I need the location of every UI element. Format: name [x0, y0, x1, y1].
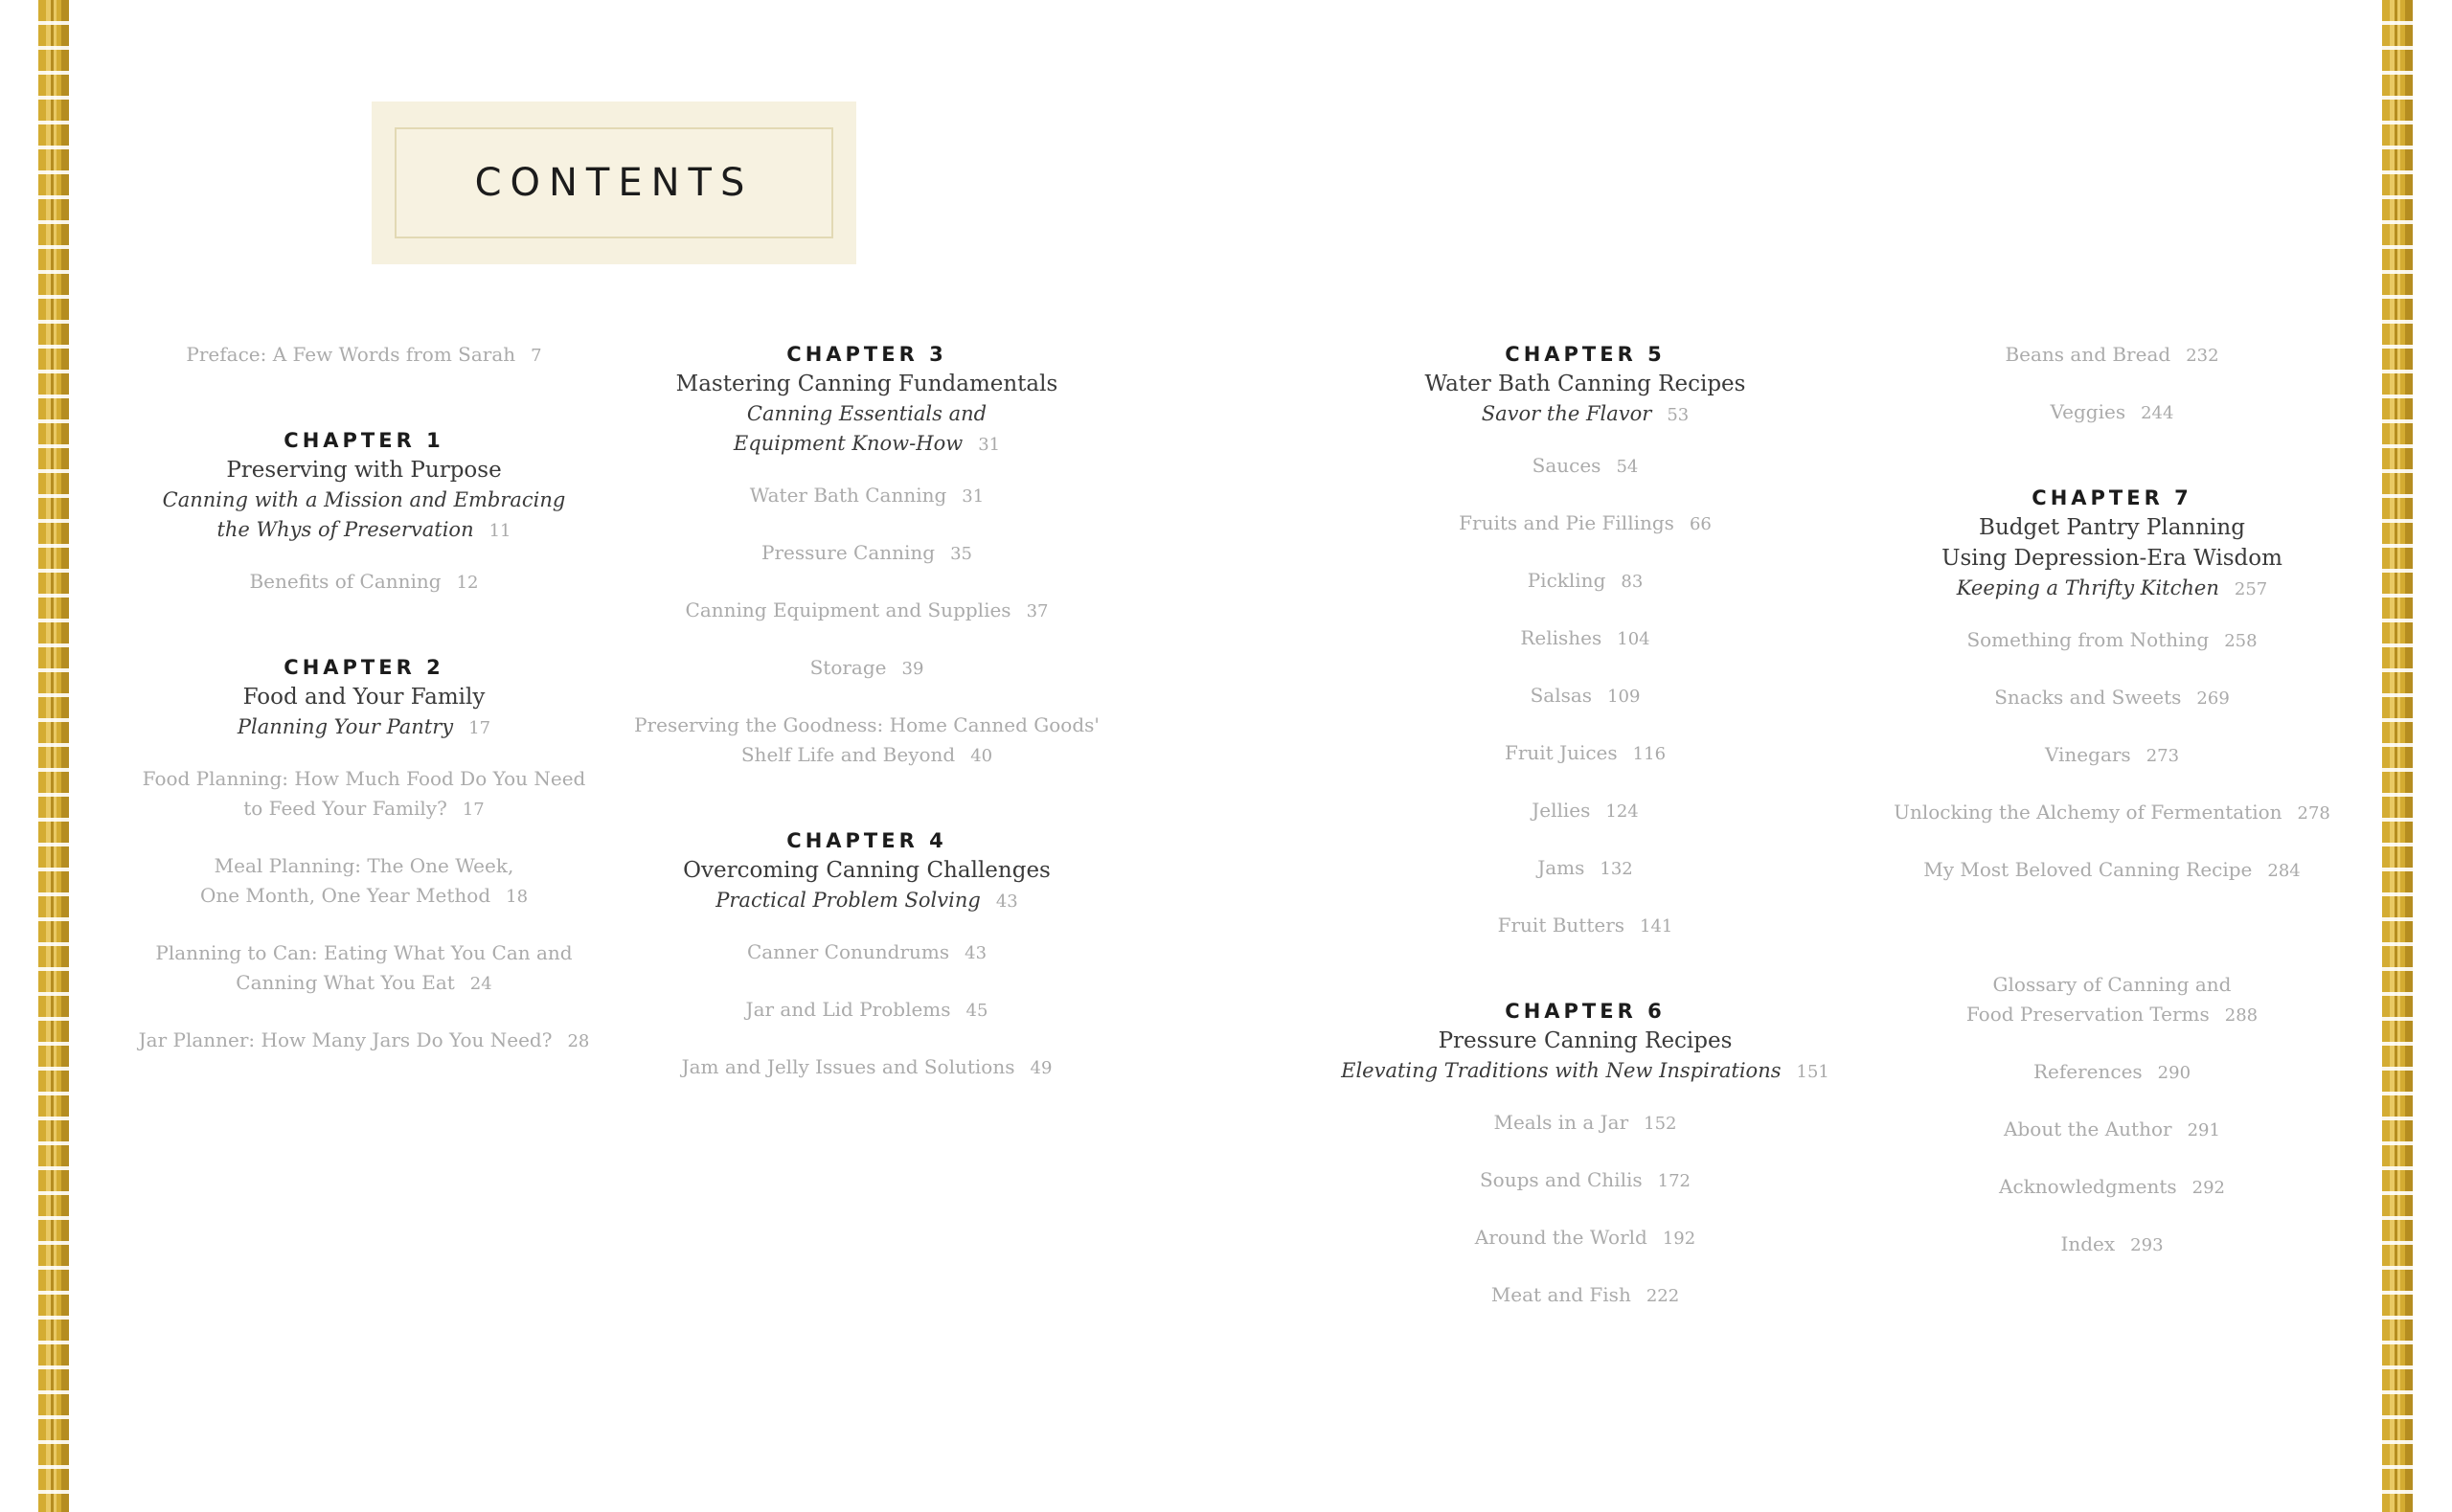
toc-entry-label: Soups and Chilis	[1479, 1168, 1643, 1191]
toc-entry-label: Planning to Can: Eating What You Can and	[155, 941, 573, 964]
chapter-2-heading[interactable]	[129, 653, 599, 743]
toc-page-number: 291	[2187, 1120, 2220, 1140]
toc-entry-label: Storage	[809, 656, 887, 679]
toc-page-number: 257	[2234, 579, 2268, 599]
toc-entry[interactable]	[129, 567, 599, 598]
chapter-title: Budget Pantry Planning	[1979, 515, 2245, 540]
chapter-title: Overcoming Canning Challenges	[683, 858, 1051, 883]
toc-entry-label: Jam and Jelly Issues and Solutions	[681, 1055, 1015, 1078]
page-title: CONTENTS	[474, 161, 754, 205]
toc-entry-label: Something from Nothing	[1966, 628, 2210, 651]
toc-page-number: 273	[2146, 746, 2180, 766]
toc-entry-label: One Month, One Year Method	[199, 884, 491, 907]
toc-entry-label: Veggies	[2050, 400, 2126, 423]
toc-entry[interactable]	[1341, 566, 1829, 597]
chapter-subtitle: Planning Your Pantry	[237, 715, 454, 738]
toc-entry[interactable]	[1341, 508, 1829, 539]
toc-entry-label: Meal Planning: The One Week,	[214, 854, 514, 877]
chapter-6-heading[interactable]	[1341, 997, 1829, 1087]
toc-page-number: 288	[2224, 1005, 2259, 1026]
toc-page-number: 40	[970, 746, 993, 766]
chapter-subtitle: Elevating Traditions with New Inspirations	[1341, 1059, 1782, 1082]
toc-page-number: 28	[567, 1031, 590, 1051]
toc-page-number: 292	[2191, 1178, 2225, 1198]
toc-entry[interactable]	[1341, 853, 1829, 884]
chapter-title: Pressure Canning Recipes	[1438, 1028, 1733, 1053]
toc-entry-label: Salsas	[1530, 684, 1593, 707]
toc-entry[interactable]	[1868, 683, 2356, 713]
toc-entry-label: Food Planning: How Much Food Do You Need	[142, 767, 586, 790]
toc-page-number: 7	[531, 346, 542, 366]
toc-page-number: 222	[1646, 1286, 1680, 1306]
toc-page-number: 31	[962, 486, 985, 507]
toc-entry[interactable]	[627, 1052, 1106, 1083]
toc-page-number: 152	[1644, 1114, 1677, 1134]
chapter-title: Water Bath Canning Recipes	[1424, 372, 1746, 396]
toc-page-number: 18	[506, 887, 529, 907]
toc-entry-label: Beans and Bread	[2005, 343, 2171, 366]
toc-entry-label: Jellies	[1532, 799, 1591, 822]
toc-page-number: 244	[2141, 403, 2174, 423]
toc-entry-label: Preface: A Few Words from Sarah	[186, 343, 516, 366]
toc-entry-label: Jams	[1537, 856, 1585, 879]
toc-entry-label: Relishes	[1520, 626, 1602, 649]
toc-page-number: 53	[1667, 405, 1690, 425]
toc-entry[interactable]	[1868, 740, 2356, 771]
toc-entry-label: Shelf Life and Beyond	[740, 743, 956, 766]
toc-entry[interactable]	[627, 653, 1106, 684]
toc-entry-preface[interactable]	[129, 340, 599, 371]
toc-entry-label: Around the World	[1474, 1226, 1647, 1249]
toc-entry[interactable]	[1341, 1280, 1829, 1311]
toc-entry[interactable]	[1868, 625, 2356, 656]
toc-entry[interactable]	[129, 1026, 599, 1056]
toc-entry[interactable]	[1341, 623, 1829, 654]
toc-page-number: 17	[468, 718, 491, 738]
toc-page-number: 141	[1640, 916, 1673, 937]
chapter-subtitle: Canning with a Mission and Embracing	[162, 488, 566, 511]
chapter-label: CHAPTER 2	[284, 656, 444, 679]
toc-entry-label: Preserving the Goodness: Home Canned Goods'	[634, 713, 1100, 736]
contents-title-stamp	[375, 105, 852, 260]
toc-entry-label: Meals in a Jar	[1493, 1111, 1629, 1134]
toc-page-number: 232	[2186, 346, 2219, 366]
toc-entry-label: Food Preservation Terms	[1965, 1003, 2210, 1026]
chapter-label: CHAPTER 7	[2032, 486, 2192, 509]
toc-entry[interactable]	[129, 851, 599, 912]
left-wheat-border	[38, 0, 69, 1512]
toc-page-number: 17	[462, 800, 485, 820]
chapter-label: CHAPTER 3	[786, 343, 947, 366]
toc-page-number: 132	[1600, 859, 1633, 879]
toc-entry[interactable]	[1868, 1115, 2356, 1145]
toc-page-number: 109	[1607, 687, 1641, 707]
chapter-label: CHAPTER 5	[1505, 343, 1666, 366]
toc-entry-label: Canning What You Eat	[236, 971, 455, 994]
toc-page-number: 116	[1632, 744, 1667, 764]
toc-entry-label: Water Bath Canning	[749, 484, 947, 507]
chapter-subtitle: Keeping a Thrifty Kitchen	[1956, 576, 2219, 599]
chapter-7-heading[interactable]	[1868, 484, 2356, 604]
toc-entry[interactable]	[1868, 1230, 2356, 1260]
toc-entry-label: Index	[2060, 1232, 2116, 1255]
toc-column-1	[129, 340, 599, 1083]
toc-entry[interactable]	[627, 538, 1106, 569]
toc-entry[interactable]	[627, 481, 1106, 511]
toc-entry[interactable]	[129, 938, 599, 999]
toc-entry[interactable]	[1341, 738, 1829, 769]
toc-page-number: 24	[469, 974, 492, 994]
contents-title-frame	[395, 127, 833, 238]
chapter-label: CHAPTER 6	[1505, 1000, 1666, 1023]
toc-column-4	[1868, 340, 2356, 1287]
toc-page-number: 284	[2267, 861, 2301, 881]
toc-entry[interactable]	[1868, 397, 2356, 428]
chapter-title: Mastering Canning Fundamentals	[675, 372, 1058, 396]
toc-page-number: 54	[1616, 457, 1639, 477]
chapter-label: CHAPTER 4	[786, 829, 947, 852]
toc-page-number: 293	[2130, 1235, 2164, 1255]
chapter-subtitle: Canning Essentials and	[746, 402, 988, 425]
chapter-3-heading[interactable]	[627, 340, 1106, 460]
toc-entry-label: Meat and Fish	[1490, 1283, 1631, 1306]
toc-page-number: 66	[1689, 514, 1712, 534]
toc-entry[interactable]	[1868, 970, 2356, 1030]
toc-page-number: 269	[2196, 688, 2230, 709]
toc-entry[interactable]	[627, 711, 1106, 771]
chapter-label: CHAPTER 1	[284, 429, 444, 452]
chapter-5-heading[interactable]	[1341, 340, 1829, 430]
toc-page-number: 49	[1030, 1058, 1053, 1078]
toc-column-3	[1341, 340, 1829, 1338]
toc-entry-label: Pickling	[1527, 569, 1606, 592]
right-wheat-border	[2382, 0, 2413, 1512]
toc-entry[interactable]	[1868, 855, 2356, 886]
toc-entry[interactable]	[1868, 1172, 2356, 1203]
toc-entry[interactable]	[1341, 1165, 1829, 1196]
toc-entry-label: About the Author	[2004, 1117, 2172, 1140]
toc-page-number: 104	[1617, 629, 1650, 649]
toc-entry[interactable]	[627, 596, 1106, 626]
toc-entry-label: to Feed Your Family?	[243, 797, 447, 820]
toc-column-2	[627, 340, 1106, 1110]
toc-page-number: 192	[1662, 1229, 1696, 1249]
toc-entry[interactable]	[1868, 1057, 2356, 1088]
toc-entry[interactable]	[1341, 451, 1829, 482]
toc-entry-label: Snacks and Sweets	[1994, 686, 2182, 709]
chapter-subtitle: the Whys of Preservation	[216, 518, 474, 541]
toc-entry-label: My Most Beloved Canning Recipe	[1923, 858, 2253, 881]
toc-page-number: 258	[2224, 631, 2258, 651]
toc-entry-label: Fruit Butters	[1497, 914, 1625, 937]
toc-entry-label: Vinegars	[2044, 743, 2131, 766]
toc-entry[interactable]	[1868, 340, 2356, 371]
toc-entry-label: Acknowledgments	[1999, 1175, 2177, 1198]
toc-entry[interactable]	[1868, 798, 2356, 828]
toc-entry[interactable]	[1341, 796, 1829, 826]
toc-page-number: 83	[1621, 572, 1644, 592]
toc-page-number: 172	[1657, 1171, 1691, 1191]
toc-entry-label: Glossary of Canning and	[1992, 973, 2232, 996]
toc-entry-label: Jar and Lid Problems	[745, 998, 951, 1021]
toc-entry[interactable]	[1341, 1223, 1829, 1253]
toc-page-number: 151	[1796, 1062, 1829, 1082]
toc-page-number: 12	[456, 573, 479, 593]
chapter-title: Food and Your Family	[242, 685, 486, 710]
chapter-subtitle: Equipment Know-How	[733, 432, 964, 455]
toc-entry-label: Unlocking the Alchemy of Fermentation	[1894, 801, 2282, 824]
toc-entry-label: Fruits and Pie Fillings	[1459, 511, 1674, 534]
toc-page-number: 45	[965, 1001, 988, 1021]
toc-page-number: 11	[488, 521, 511, 541]
toc-entry[interactable]	[1341, 911, 1829, 941]
toc-entry-label: Canner Conundrums	[746, 940, 950, 963]
toc-entry-label: Canning Equipment and Supplies	[685, 598, 1011, 621]
toc-entry-label: Jar Planner: How Many Jars Do You Need?	[138, 1028, 553, 1051]
toc-page-number: 43	[965, 943, 988, 963]
chapter-subtitle: Practical Problem Solving	[715, 889, 981, 912]
toc-page-number: 31	[978, 435, 1001, 455]
chapter-4-heading[interactable]	[627, 826, 1106, 916]
toc-entry-label: References	[2032, 1060, 2143, 1083]
toc-entry[interactable]	[1341, 1108, 1829, 1139]
chapter-title: Preserving with Purpose	[226, 458, 502, 483]
toc-entry[interactable]	[627, 995, 1106, 1026]
toc-entry-label: Fruit Juices	[1504, 741, 1618, 764]
toc-page-number: 39	[901, 659, 924, 679]
chapter-subtitle: Savor the Flavor	[1481, 402, 1652, 425]
toc-page-number: 278	[2297, 803, 2330, 824]
toc-page-number: 37	[1026, 601, 1049, 621]
toc-page-number: 124	[1605, 801, 1639, 822]
toc-page-number: 43	[995, 891, 1018, 912]
toc-entry-label: Sauces	[1532, 454, 1601, 477]
toc-entry-label: Benefits of Canning	[249, 570, 442, 593]
toc-entry[interactable]	[129, 764, 599, 824]
chapter-title: Using Depression-Era Wisdom	[1941, 546, 2282, 571]
toc-page-number: 35	[950, 544, 972, 564]
chapter-1-heading[interactable]	[129, 426, 599, 546]
toc-entry[interactable]	[1341, 681, 1829, 711]
toc-entry[interactable]	[627, 937, 1106, 968]
toc-page-number: 290	[2157, 1063, 2191, 1083]
toc-entry-label: Pressure Canning	[761, 541, 936, 564]
